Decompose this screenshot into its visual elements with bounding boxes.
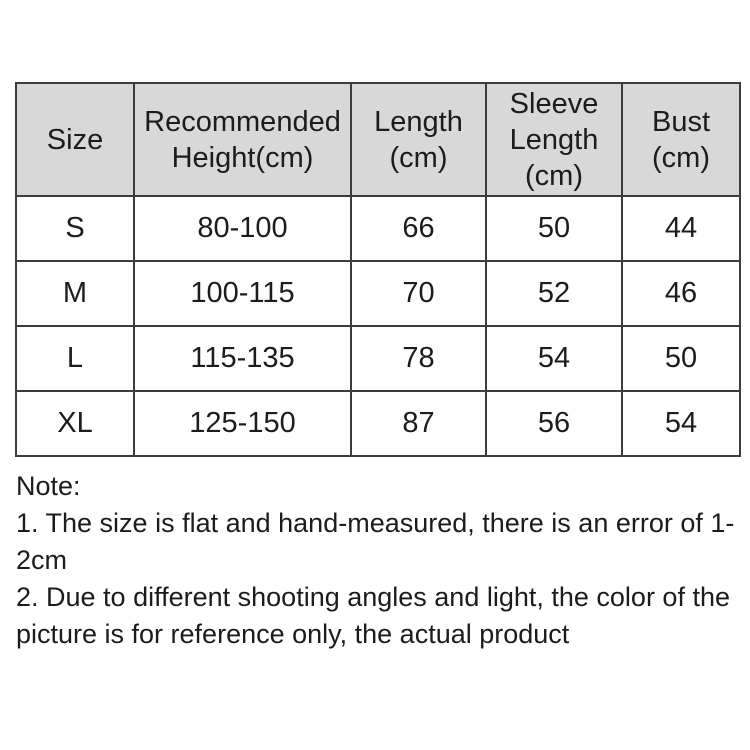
table-header-row <box>16 83 740 196</box>
size-cell: XL <box>16 391 134 456</box>
bust-cell: 50 <box>622 326 740 391</box>
table-row-xl <box>16 391 740 456</box>
length-cell: 66 <box>351 196 486 261</box>
sleeve-cell: 56 <box>486 391 622 456</box>
header-cell-length: Length (cm) <box>351 83 486 196</box>
note-item-1: 1. The size is flat and hand-measured, there is an error of 1-2cm <box>16 508 735 575</box>
sleeve-cell: 54 <box>486 326 622 391</box>
header-cell-recommended-height: Recommended Height(cm) <box>134 83 351 196</box>
table-row-l <box>16 326 740 391</box>
notes-title: Note: <box>16 471 81 501</box>
size-cell: S <box>16 196 134 261</box>
bust-cell: 44 <box>622 196 740 261</box>
sleeve-cell: 52 <box>486 261 622 326</box>
header-cell-sleeve-length: Sleeve Length (cm) <box>486 83 622 196</box>
sleeve-cell: 50 <box>486 196 622 261</box>
header-cell-bust: Bust (cm) <box>622 83 740 196</box>
height-cell: 115-135 <box>134 326 351 391</box>
table-row-m <box>16 261 740 326</box>
length-cell: 87 <box>351 391 486 456</box>
bust-cell: 46 <box>622 261 740 326</box>
size-cell: M <box>16 261 134 326</box>
table-row-s <box>16 196 740 261</box>
size-cell: L <box>16 326 134 391</box>
height-cell: 100-115 <box>134 261 351 326</box>
size-chart-table <box>15 82 741 457</box>
length-cell: 70 <box>351 261 486 326</box>
height-cell: 80-100 <box>134 196 351 261</box>
length-cell: 78 <box>351 326 486 391</box>
header-cell-size: Size <box>16 83 134 196</box>
bust-cell: 54 <box>622 391 740 456</box>
height-cell: 125-150 <box>134 391 351 456</box>
notes-section <box>16 468 742 653</box>
note-item-2: 2. Due to different shooting angles and light, the color of the picture is for reference only, the actual product <box>16 582 730 649</box>
